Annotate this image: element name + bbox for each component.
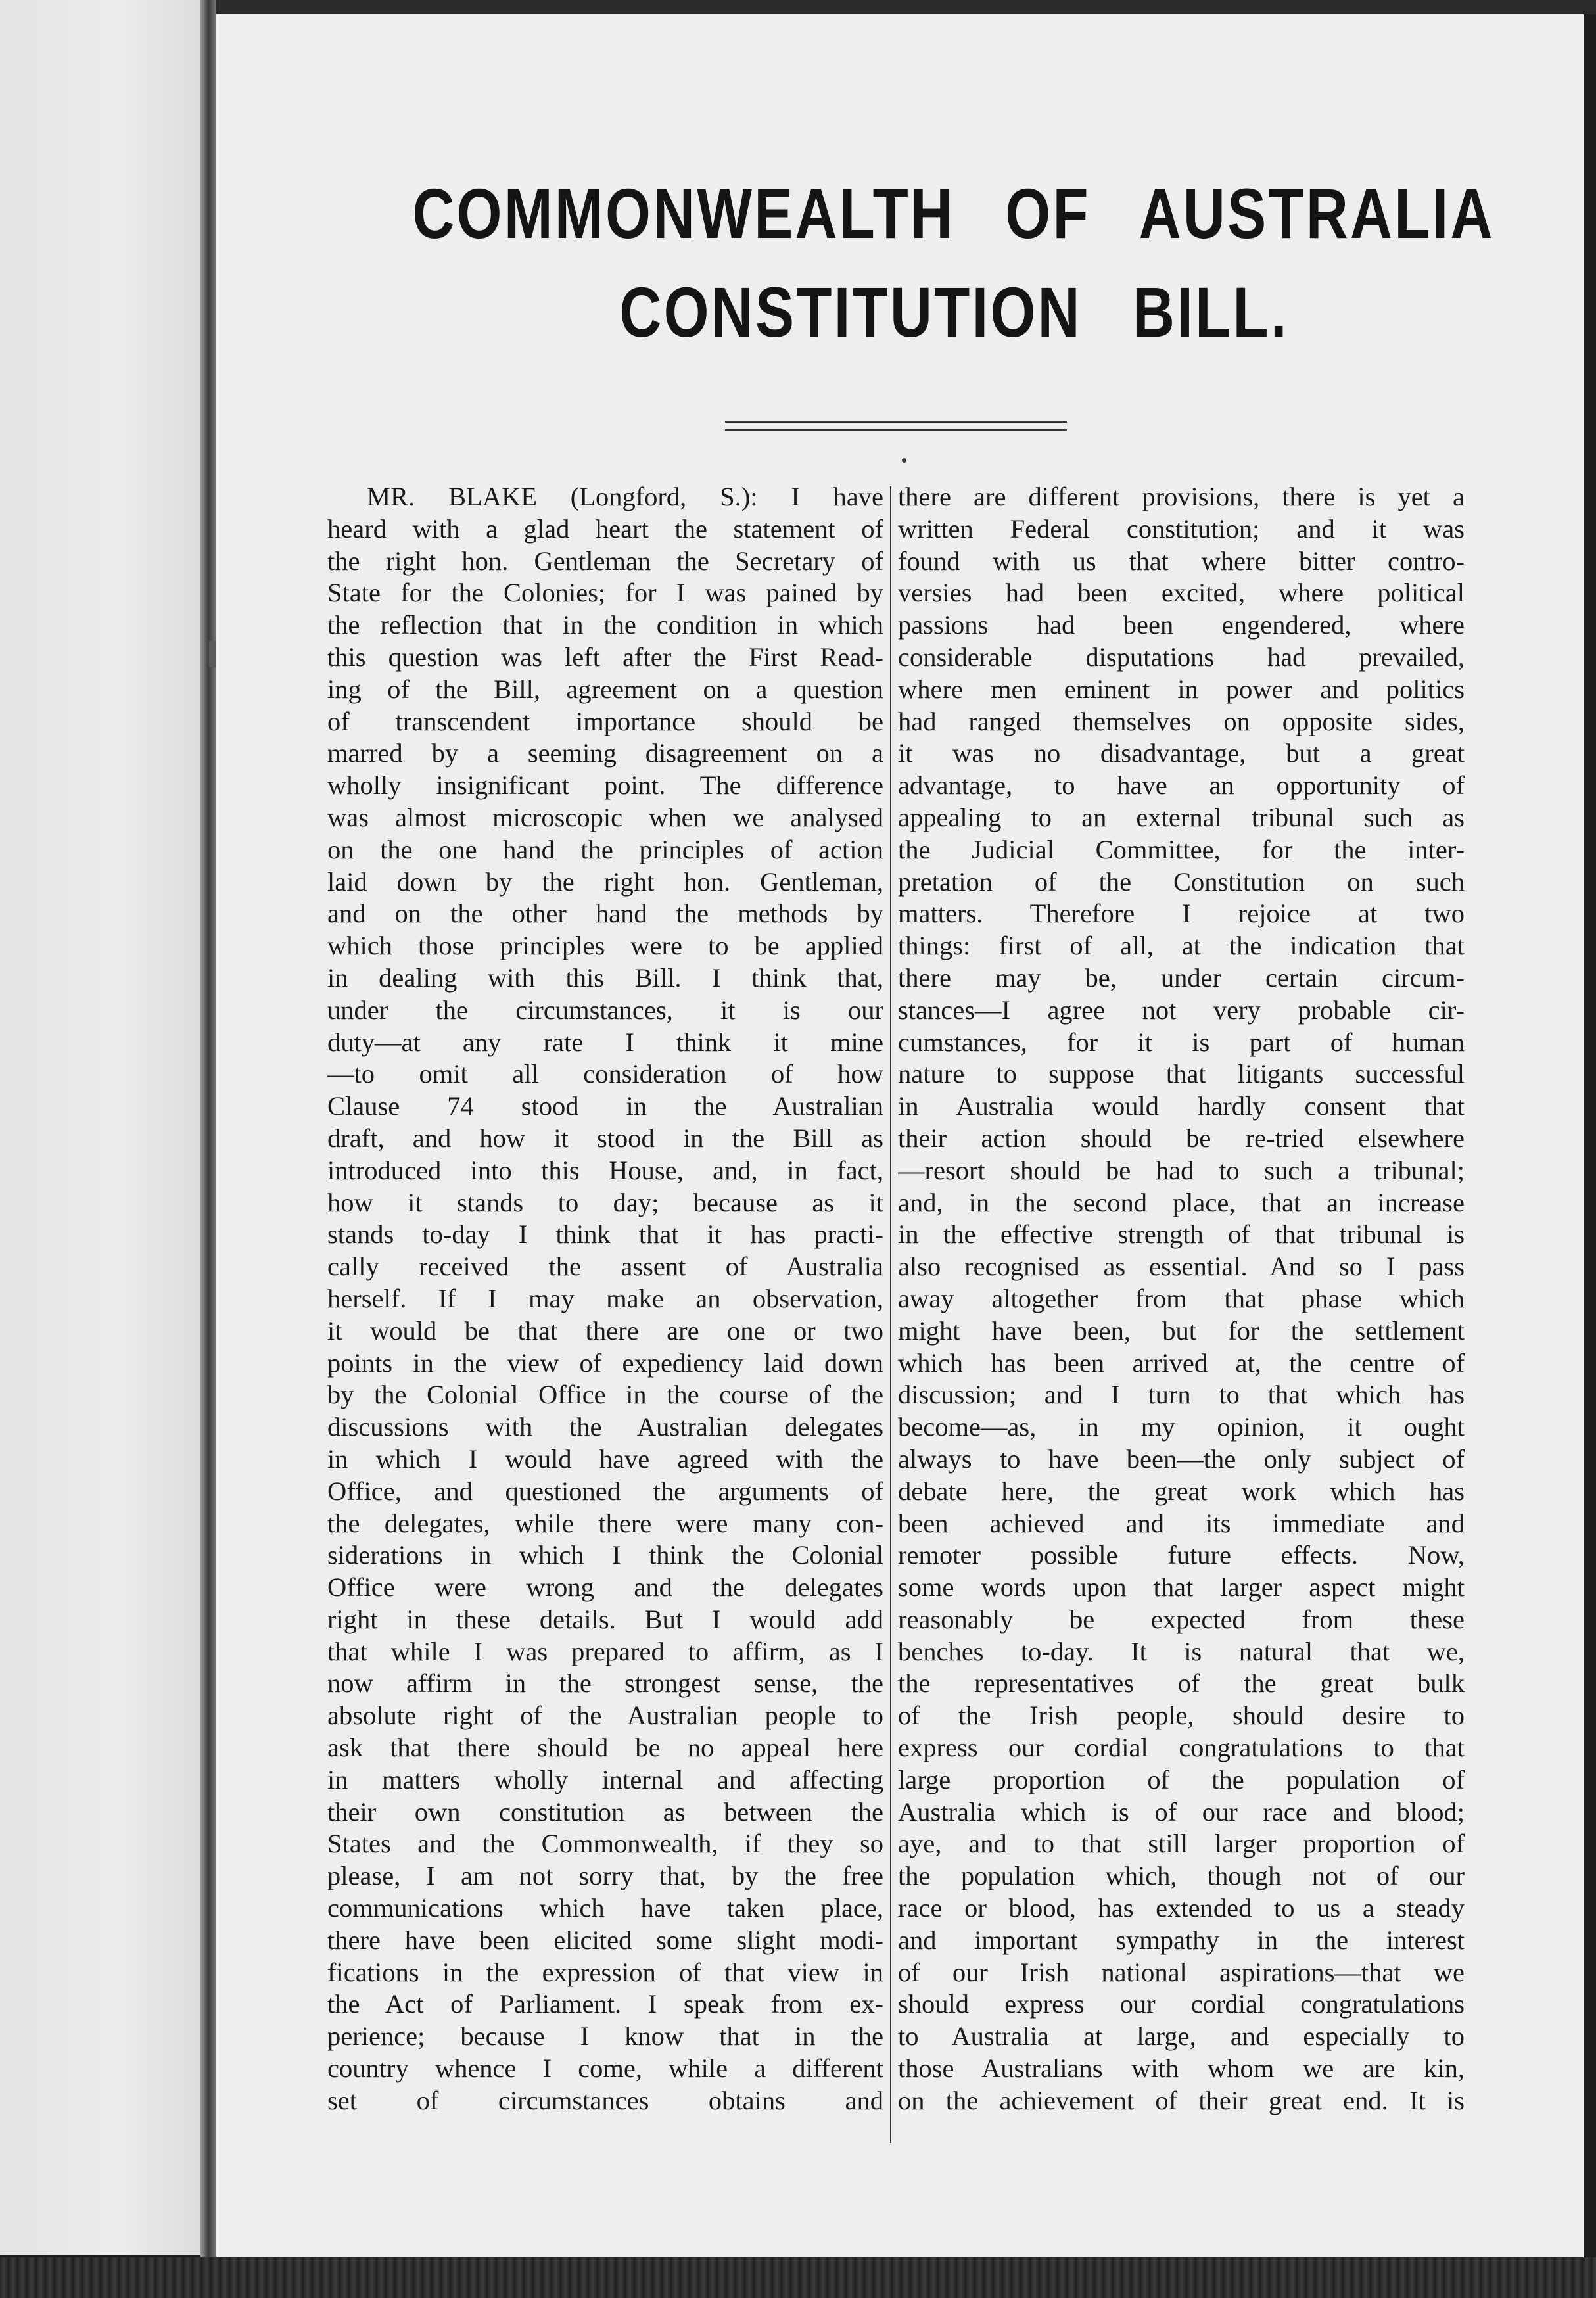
text-line: benches to-day. It is natural that we, [898, 1636, 1465, 1666]
bottom-scan-edge [0, 2257, 1596, 2298]
text-line: the Act of Parliament. I speak from ex- [327, 1989, 883, 2019]
text-line: of our Irish national aspirations—that we [898, 1957, 1465, 1987]
text-line: pretation of the Constitution on such [898, 866, 1465, 897]
text-line: advantage, to have an opportunity of [898, 770, 1465, 801]
text-line: the reflection that in the condition in which [327, 610, 883, 640]
book-gutter [200, 0, 216, 2298]
text-line: also recognised as essential. And so I pass [898, 1252, 1465, 1282]
text-line: their own constitution as between the [327, 1796, 883, 1827]
text-line: remoter possible future effects. Now, [898, 1540, 1465, 1570]
text-line: by the Colonial Office in the course of the [327, 1380, 883, 1410]
text-line: appealing to an external tribunal such as [898, 802, 1465, 832]
text-line: and important sympathy in the interest [898, 1925, 1465, 1955]
text-line: in Australia would hardly consent that [898, 1091, 1465, 1121]
text-line: nature to suppose that litigants successful [898, 1059, 1465, 1089]
text-line: their action should be re-tried elsewhere [898, 1123, 1465, 1153]
text-line: where men eminent in power and politics [898, 674, 1465, 704]
text-line: in which I would have agreed with the [327, 1443, 883, 1474]
text-line: points in the view of expediency laid down [327, 1348, 883, 1378]
title-line-1: COMMONWEALTH OF AUSTRALIA [412, 174, 1495, 253]
text-line: the delegates, while there were many con- [327, 1508, 883, 1538]
text-line: become—as, in my opinion, it ought [898, 1412, 1465, 1442]
text-line: had ranged themselves on opposite sides, [898, 706, 1465, 736]
text-line: of the Irish people, should desire to [898, 1700, 1465, 1731]
text-line: found with us that where bitter contro- [898, 546, 1465, 576]
text-line: Office were wrong and the delegates [327, 1572, 883, 1603]
title-double-rule [725, 421, 1067, 431]
text-line: it was no disadvantage, but a great [898, 738, 1465, 768]
text-line: introduced into this House, and, in fact, [327, 1155, 883, 1185]
text-line: Australia which is of our race and blood; [898, 1796, 1465, 1827]
text-line: in the effective strength of that tribunal is [898, 1219, 1465, 1250]
title-ornament-dot [902, 458, 906, 463]
text-line: country whence I come, while a different [327, 2053, 883, 2084]
text-line: large proportion of the population of [898, 1764, 1465, 1794]
text-line: right in these details. But I would add [327, 1604, 883, 1634]
text-line: duty—at any rate I think it mine [327, 1027, 883, 1057]
text-line: —to omit all consideration of how [327, 1059, 883, 1089]
text-line: cumstances, for it is part of human [898, 1027, 1465, 1057]
text-line: passions had been engendered, where [898, 610, 1465, 640]
text-line: MR. BLAKE (Longford, S.): I have [367, 482, 883, 511]
text-line: which has been arrived at, the centre of [898, 1348, 1465, 1378]
text-line: perience; because I know that in the [327, 2021, 883, 2052]
text-line: the representatives of the great bulk [898, 1668, 1465, 1699]
left-text-column [327, 481, 883, 2117]
text-line: race or blood, has extended to us a steady [898, 1893, 1465, 1923]
text-line: this question was left after the First Read- [327, 642, 883, 672]
text-line: on the achievement of their great end. It is [898, 2085, 1465, 2115]
text-line: Office, and questioned the arguments of [327, 1476, 883, 1506]
text-line: cally received the assent of Australia [327, 1252, 883, 1282]
text-line: heard with a glad heart the statement of [327, 513, 883, 544]
text-line: marred by a seeming disagreement on a [327, 738, 883, 768]
page-title [364, 164, 1495, 362]
text-line: in matters wholly internal and affecting [327, 1764, 883, 1794]
text-line: the population which, though not of our [898, 1861, 1465, 1891]
text-line: been achieved and its immediate and [898, 1508, 1465, 1538]
column-divider [890, 486, 891, 2143]
text-line: discussions with the Australian delegates [327, 1412, 883, 1442]
right-text-column [898, 481, 1465, 2117]
text-line: away altogether from that phase which [898, 1283, 1465, 1313]
text-line: there have been elicited some slight modi- [327, 1925, 883, 1955]
text-line: express our cordial congratulations to that [898, 1733, 1465, 1763]
text-line: and, in the second place, that an increase [898, 1187, 1465, 1217]
text-line: ask that there should be no appeal here [327, 1733, 883, 1763]
text-line: was almost microscopic when we analysed [327, 802, 883, 832]
text-line: debate here, the great work which has [898, 1476, 1465, 1506]
text-line: State for the Colonies; for I was pained by [327, 578, 883, 608]
text-line: absolute right of the Australian people to [327, 1700, 883, 1731]
text-line: matters. Therefore I rejoice at two [898, 899, 1465, 929]
text-line: discussion; and I turn to that which has [898, 1380, 1465, 1410]
text-line: some words upon that larger aspect might [898, 1572, 1465, 1603]
text-line: might have been, but for the settlement [898, 1315, 1465, 1346]
text-line: fications in the expression of that view in [327, 1957, 883, 1987]
text-line: that while I was prepared to affirm, as I [327, 1636, 883, 1666]
text-line: communications which have taken place, [327, 1893, 883, 1923]
text-line: Clause 74 stood in the Australian [327, 1091, 883, 1121]
text-line: under the circumstances, it is our [327, 995, 883, 1025]
text-line: to Australia at large, and especially to [898, 2021, 1465, 2052]
text-line: siderations in which I think the Colonial [327, 1540, 883, 1570]
text-line: of transcendent importance should be [327, 706, 883, 736]
text-line: it would be that there are one or two [327, 1315, 883, 1346]
text-line: please, I am not sorry that, by the free [327, 1861, 883, 1891]
text-line: laid down by the right hon. Gentleman, [327, 866, 883, 897]
text-line: and on the other hand the methods by [327, 899, 883, 929]
text-line: herself. If I may make an observation, [327, 1283, 883, 1313]
text-line: draft, and how it stood in the Bill as [327, 1123, 883, 1153]
text-line: now affirm in the strongest sense, the [327, 1668, 883, 1699]
text-line: the Judicial Committee, for the inter- [898, 834, 1465, 864]
margin-mark [209, 641, 216, 667]
text-line: which those principles were to be applied [327, 931, 883, 961]
title-line-2: CONSTITUTION BILL. [619, 272, 1289, 352]
left-blank-page [0, 0, 200, 2255]
text-line: stances—I agree not very probable cir- [898, 995, 1465, 1025]
text-line: aye, and to that still larger proportion of [898, 1829, 1465, 1859]
text-line: always to have been—the only subject of [898, 1443, 1465, 1474]
text-line: those Australians with whom we are kin, [898, 2053, 1465, 2084]
text-line: stands to-day I think that it has practi- [327, 1219, 883, 1250]
text-line: there may be, under certain circum- [898, 962, 1465, 993]
text-line: the right hon. Gentleman the Secretary of [327, 546, 883, 576]
text-line: there are different provisions, there is yet a [898, 482, 1465, 511]
text-line: States and the Commonwealth, if they so [327, 1829, 883, 1859]
text-line: wholly insignificant point. The difference [327, 770, 883, 801]
text-line: things: first of all, at the indication that [898, 931, 1465, 961]
text-line: considerable disputations had prevailed, [898, 642, 1465, 672]
text-line: on the one hand the principles of action [327, 834, 883, 864]
text-line: versies had been excited, where political [898, 578, 1465, 608]
text-line: —resort should be had to such a tribunal; [898, 1155, 1465, 1185]
top-scan-edge [216, 0, 1596, 14]
text-line: set of circumstances obtains and [327, 2085, 883, 2115]
text-line: how it stands to day; because as it [327, 1187, 883, 1217]
text-line: should express our cordial congratulations [898, 1989, 1465, 2019]
text-line: written Federal constitution; and it was [898, 513, 1465, 544]
text-line: ing of the Bill, agreement on a question [327, 674, 883, 704]
text-line: reasonably be expected from these [898, 1604, 1465, 1634]
text-line: in dealing with this Bill. I think that, [327, 962, 883, 993]
